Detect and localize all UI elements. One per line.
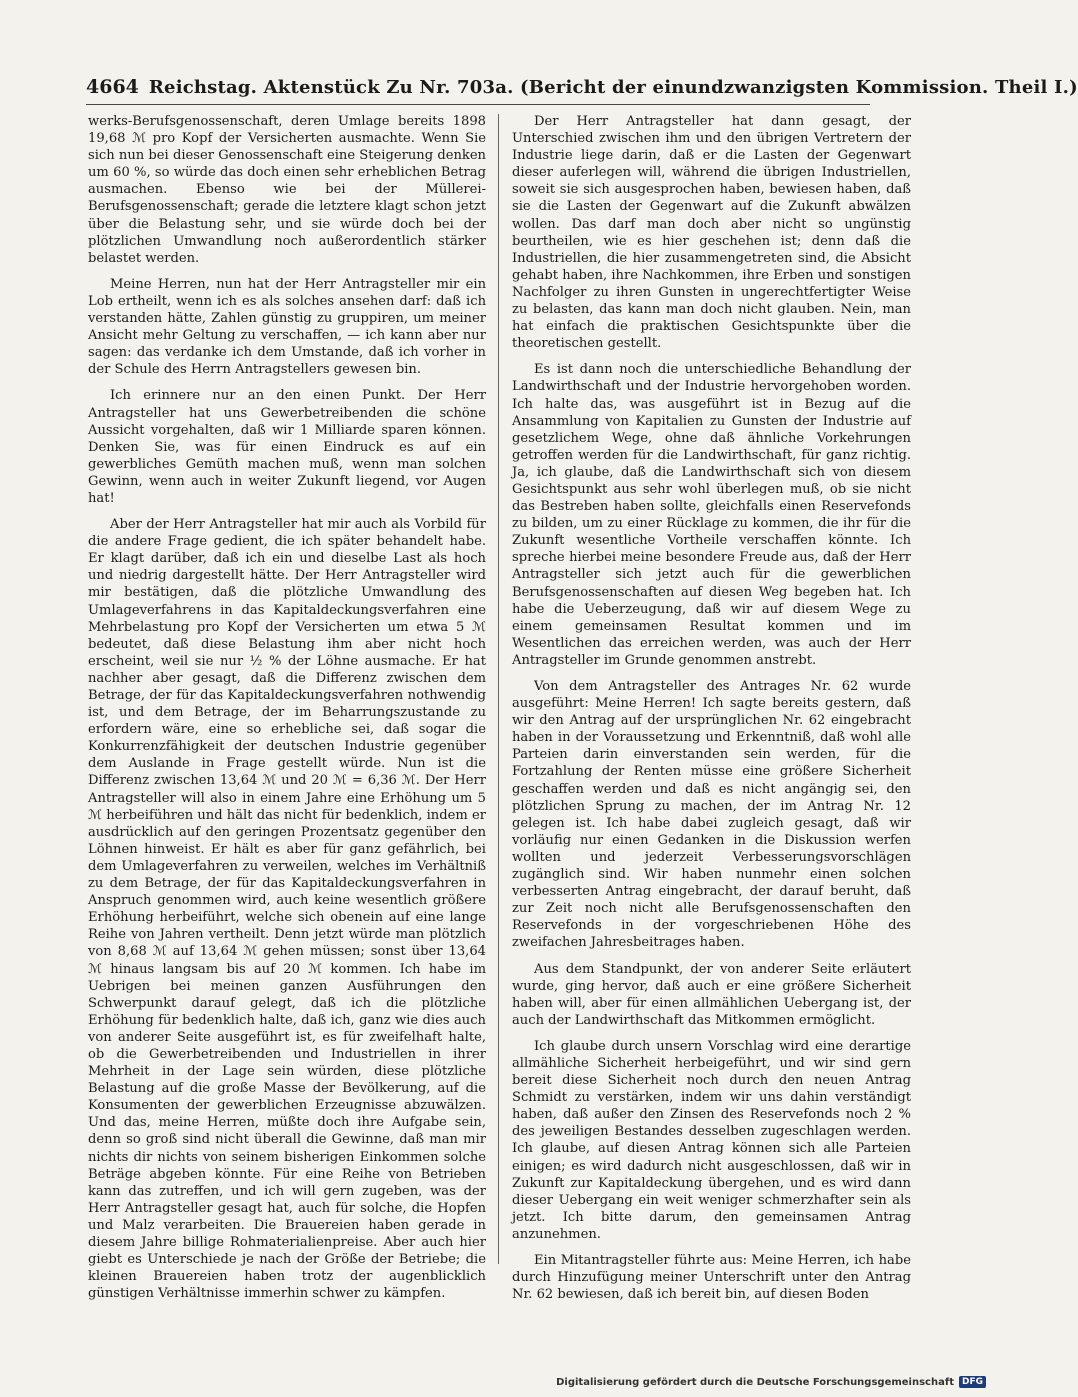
right-column — [512, 113, 911, 1303]
paragraph: Meine Herren, nun hat der Herr Antragsteller mir ein Lob ertheilt, wenn ich es als solches ansehen darf: daß ich verstanden hätte, Zahlen günstig zu gruppiren, um meiner Ansicht mehr Geltung zu verschaffen, — ich kann aber nur sagen: das verdanke ich dem Umstande, daß ich vorher in der Schule des Herrn Antragstellers gewesen bin. — [88, 276, 486, 378]
paragraph: Ich glaube durch unsern Vorschlag wird eine derartige allmähliche Sicherheit herbeigeführt, und wir sind gern bereit diese Sicherheit noch durch den neuen Antrag Schmidt zu verstärken, indem wir uns dahin verständigt haben, daß außer den Zinsen des Reservefonds noch 2 % des jeweiligen Bestandes desselben zugeschlagen werden. Ich glaube, auf diesen Antrag können sich alle Parteien einigen; es wird dadurch nicht ausgeschlossen, daß wir in Zukunft zur Kapitaldeckung übergehen, und es wird dann dieser Uebergang ein weit weniger schmerzhafter sein als jetzt. Ich bitte darum, den gemeinsamen Antrag anzunehmen. — [512, 1038, 911, 1242]
left-column — [88, 113, 486, 1302]
paragraph: Es ist dann noch die unterschiedliche Behandlung der Landwirthschaft und der Industrie hervorgehoben worden. Ich halte das, was ausgeführt ist in Bezug auf die Ansammlung von Kapitalien zu Gunsten der Industrie auf gesetzlichem Wege, ohne daß ähnliche Vorkehrungen getroffen werden für die Landwirthschaft, für ganz richtig. Ja, ich glaube, daß die Landwirthschaft sich von diesem Gesichtspunkt aus sehr wohl überlegen muß, ob sie nicht das Bestreben haben sollte, gleichfalls einen Reservefonds zu bilden, um zu einer Rücklage zu kommen, die ihr für die Zukunft wesentliche Vortheile verschaffen könnte. Ich spreche hierbei meine besondere Freude aus, daß der Herr Antragsteller sich jetzt auch für die gewerblichen Berufsgenossenschaften auf diesen Weg begeben hat. Ich habe die Ueberzeugung, daß wir auf diesem Wege zu einem gemeinsamen Resultat kommen und im Wesentlichen das erreichen werden, was auch der Herr Antragsteller im Grunde genommen anstrebt. — [512, 362, 911, 668]
digitization-footer — [556, 1373, 986, 1391]
dfg-logo: DFG — [959, 1376, 986, 1388]
header-rule — [86, 104, 870, 105]
paragraph: Aber der Herr Antragsteller hat mir auch als Vorbild für die andere Frage gedient, die ich später behandelt habe. Er klagt darüber, daß ich ein und dieselbe Last als hoch und niedrig dargestellt hätte. Der Herr Antragsteller wird mir bestätigen, daß die plötzliche Umwandlung des Umlageverfahrens in das Kapitaldeckungsverfahren eine Mehrbelastung pro Kopf der Versicherten um etwa 5 ℳ bedeutet, daß diese Belastung ihm aber nicht hoch erscheint, weil sie nur ½ % der Löhne ausmache. Er hat nachher aber gesagt, daß die Differenz zwischen dem Betrage, der für das Kapitaldeckungsverfahren nothwendig ist, und dem Betrage, der im Beharrungszustande zu erfordern wäre, eine so erhebliche sei, daß sogar die Konkurrenzfähigkeit der deutschen Industrie gegenüber dem Auslande in Frage gestellt würde. Nun ist die Differenz zwischen 13,64 ℳ und 20 ℳ = 6,36 ℳ. Der Herr Antragsteller will also in einem Jahre eine Erhöhung um 5 ℳ herbeiführen und hält das nicht für bedenklich, indem er ausdrücklich auf den geringen Prozentsatz gegenüber den Löhnen hinweist. Er hält es aber für ganz gefährlich, bei dem Umlageverfahren zu verweilen, welches im Verhältniß zu dem Betrage, der für das Kapitaldeckungsverfahren in Anspruch genommen wird, auch keine wesentlich größere Erhöhung herbeiführt, welche sich obenein auf eine lange Reihe von Jahren vertheilt. Denn jetzt würde man plötzlich von 8,68 ℳ auf 13,64 ℳ gehen müssen; sonst über 13,64 ℳ hinaus langsam bis auf 20 ℳ kommen. Ich habe im Uebrigen bei meinen ganzen Ausführungen den Schwerpunkt darauf gelegt, daß ich die plötzliche Erhöhung für bedenklich halte, daß ich, ganz wie dies auch von anderer Seite ausgeführt ist, es für zweifelhaft halte, ob die Gewerbetreibenden und Industriellen in ihrer Mehrheit in der Lage sein würden, diese plötzliche Belastung auf die große Masse der Bevölkerung, auf die Konsumenten der gewerblichen Erzeugnisse abzuwälzen. Und das, meine Herren, müßte doch ihre Aufgabe sein, denn so groß sind nicht überall die Gewinne, daß man mir nichts dir nichts von seinem bisherigen Einkommen solche Beträge abgeben könnte. Für eine Reihe von Betrieben kann das zutreffen, und ich will gern zugeben, was der Herr Antragsteller gesagt hat, auch für solche, die Hopfen und Malz verarbeiten. Die Brauereien haben gerade in diesem Jahre billige Rohmaterialienpreise. Aber auch hier giebt es Unterschiede je nach der Größe der Betriebe; die kleinen Brauereien haben trotz der augenblicklich günstigen Verhältnisse immerhin schwer zu kämpfen. — [88, 517, 486, 1302]
page-header — [86, 76, 1078, 106]
footer-text: Digitalisierung gefördert durch die Deutsche Forschungsgemeinschaft — [556, 1376, 954, 1388]
paragraph: werks-Berufsgenossenschaft, deren Umlage bereits 1898 19,68 ℳ pro Kopf der Versicherten ausmachte. Wenn Sie sich nun bei dieser Genossenschaft eine Steigerung denken um 60 %, so würde das doch einen sehr erheblichen Betrag ausmachen. Ebenso wie bei der Müllerei-Berufsgenossenschaft; gerade die letztere klagt schon jetzt über die Belastung sehr, und sie würde doch bei der plötzlichen Umwandlung noch außerordentlich stärker belastet werden. — [88, 114, 486, 266]
paragraph: Ich erinnere nur an den einen Punkt. Der Herr Antragsteller hat uns Gewerbetreibenden die schöne Aussicht vorgehalten, daß wir 1 Milliarde sparen können. Denken Sie, was für einen Eindruck es auf ein gewerbliches Gemüth machen muß, wenn man solchen Gewinn, wenn auch in weiter Zukunft liegend, vor Augen hat! — [88, 388, 486, 506]
header-title: Reichstag. Aktenstück Zu Nr. 703a. (Bericht der einundzwanzigsten Kommission. Theil I.) — [148, 77, 1078, 98]
page-number: 4664 — [86, 76, 139, 98]
paragraph: Aus dem Standpunkt, der von anderer Seite erläutert wurde, ging hervor, daß auch er eine größere Sicherheit haben will, aber für einen allmählichen Uebergang ist, der auch der Landwirthschaft das Mitkommen ermöglicht. — [512, 961, 911, 1028]
paragraph: Ein Mitantragsteller führte aus: Meine Herren, ich habe durch Hinzufügung meiner Unterschrift unter den Antrag Nr. 62 bewiesen, daß ich bereit bin, auf diesen Boden — [512, 1253, 911, 1303]
paragraph: Von dem Antragsteller des Antrages Nr. 62 wurde ausgeführt: Meine Herren! Ich sagte bereits gestern, daß wir den Antrag auf der ursprünglichen Nr. 62 eingebracht haben in der Voraussetzung und Erkenntniß, daß wohl alle Parteien darin einverstanden sein werden, für die Fortzahlung der Renten müsse eine größere Sicherheit geschaffen werden und daß es nicht angängig sei, den plötzlichen Sprung zu machen, der im Antrag Nr. 12 gelegen ist. Ich habe dabei zugleich gesagt, daß wir vorläufig nur einen Gedanken in die Diskussion werfen wollten und jederzeit Verbesserungsvorschlägen zugänglich sind. Wir haben nunmehr einen solchen verbesserten Antrag eingebracht, der darauf beruht, daß zur Zeit noch nicht alle Berufsgenossenschaften den Reservefonds in der vorgeschriebenen Höhe des zweifachen Jahresbeitrages haben. — [512, 679, 911, 951]
paragraph: Der Herr Antragsteller hat dann gesagt, der Unterschied zwischen ihm und den übrigen Vertretern der Industrie liege darin, daß er die Lasten der Gegenwart dieser auferlegen will, während die übrigen Industriellen, soweit sie sich ausgesprochen haben, bewiesen haben, daß sie die Lasten der Gegenwart auf die Zukunft abwälzen wollen. Das darf man doch aber nicht so ungünstig beurtheilen, wie es hier geschehen ist; denn daß die Industriellen, die hier zusammengetreten sind, die Absicht gehabt haben, ihre Nachkommen, ihre Erben und sonstigen Nachfolger zu ihren Gunsten in ungerechtfertigter Weise zu belasten, das kann man doch nicht glauben. Nein, man hat einfach die praktischen Gesichtspunkte über die theoretischen gestellt. — [512, 114, 911, 352]
column-divider — [498, 114, 499, 1264]
